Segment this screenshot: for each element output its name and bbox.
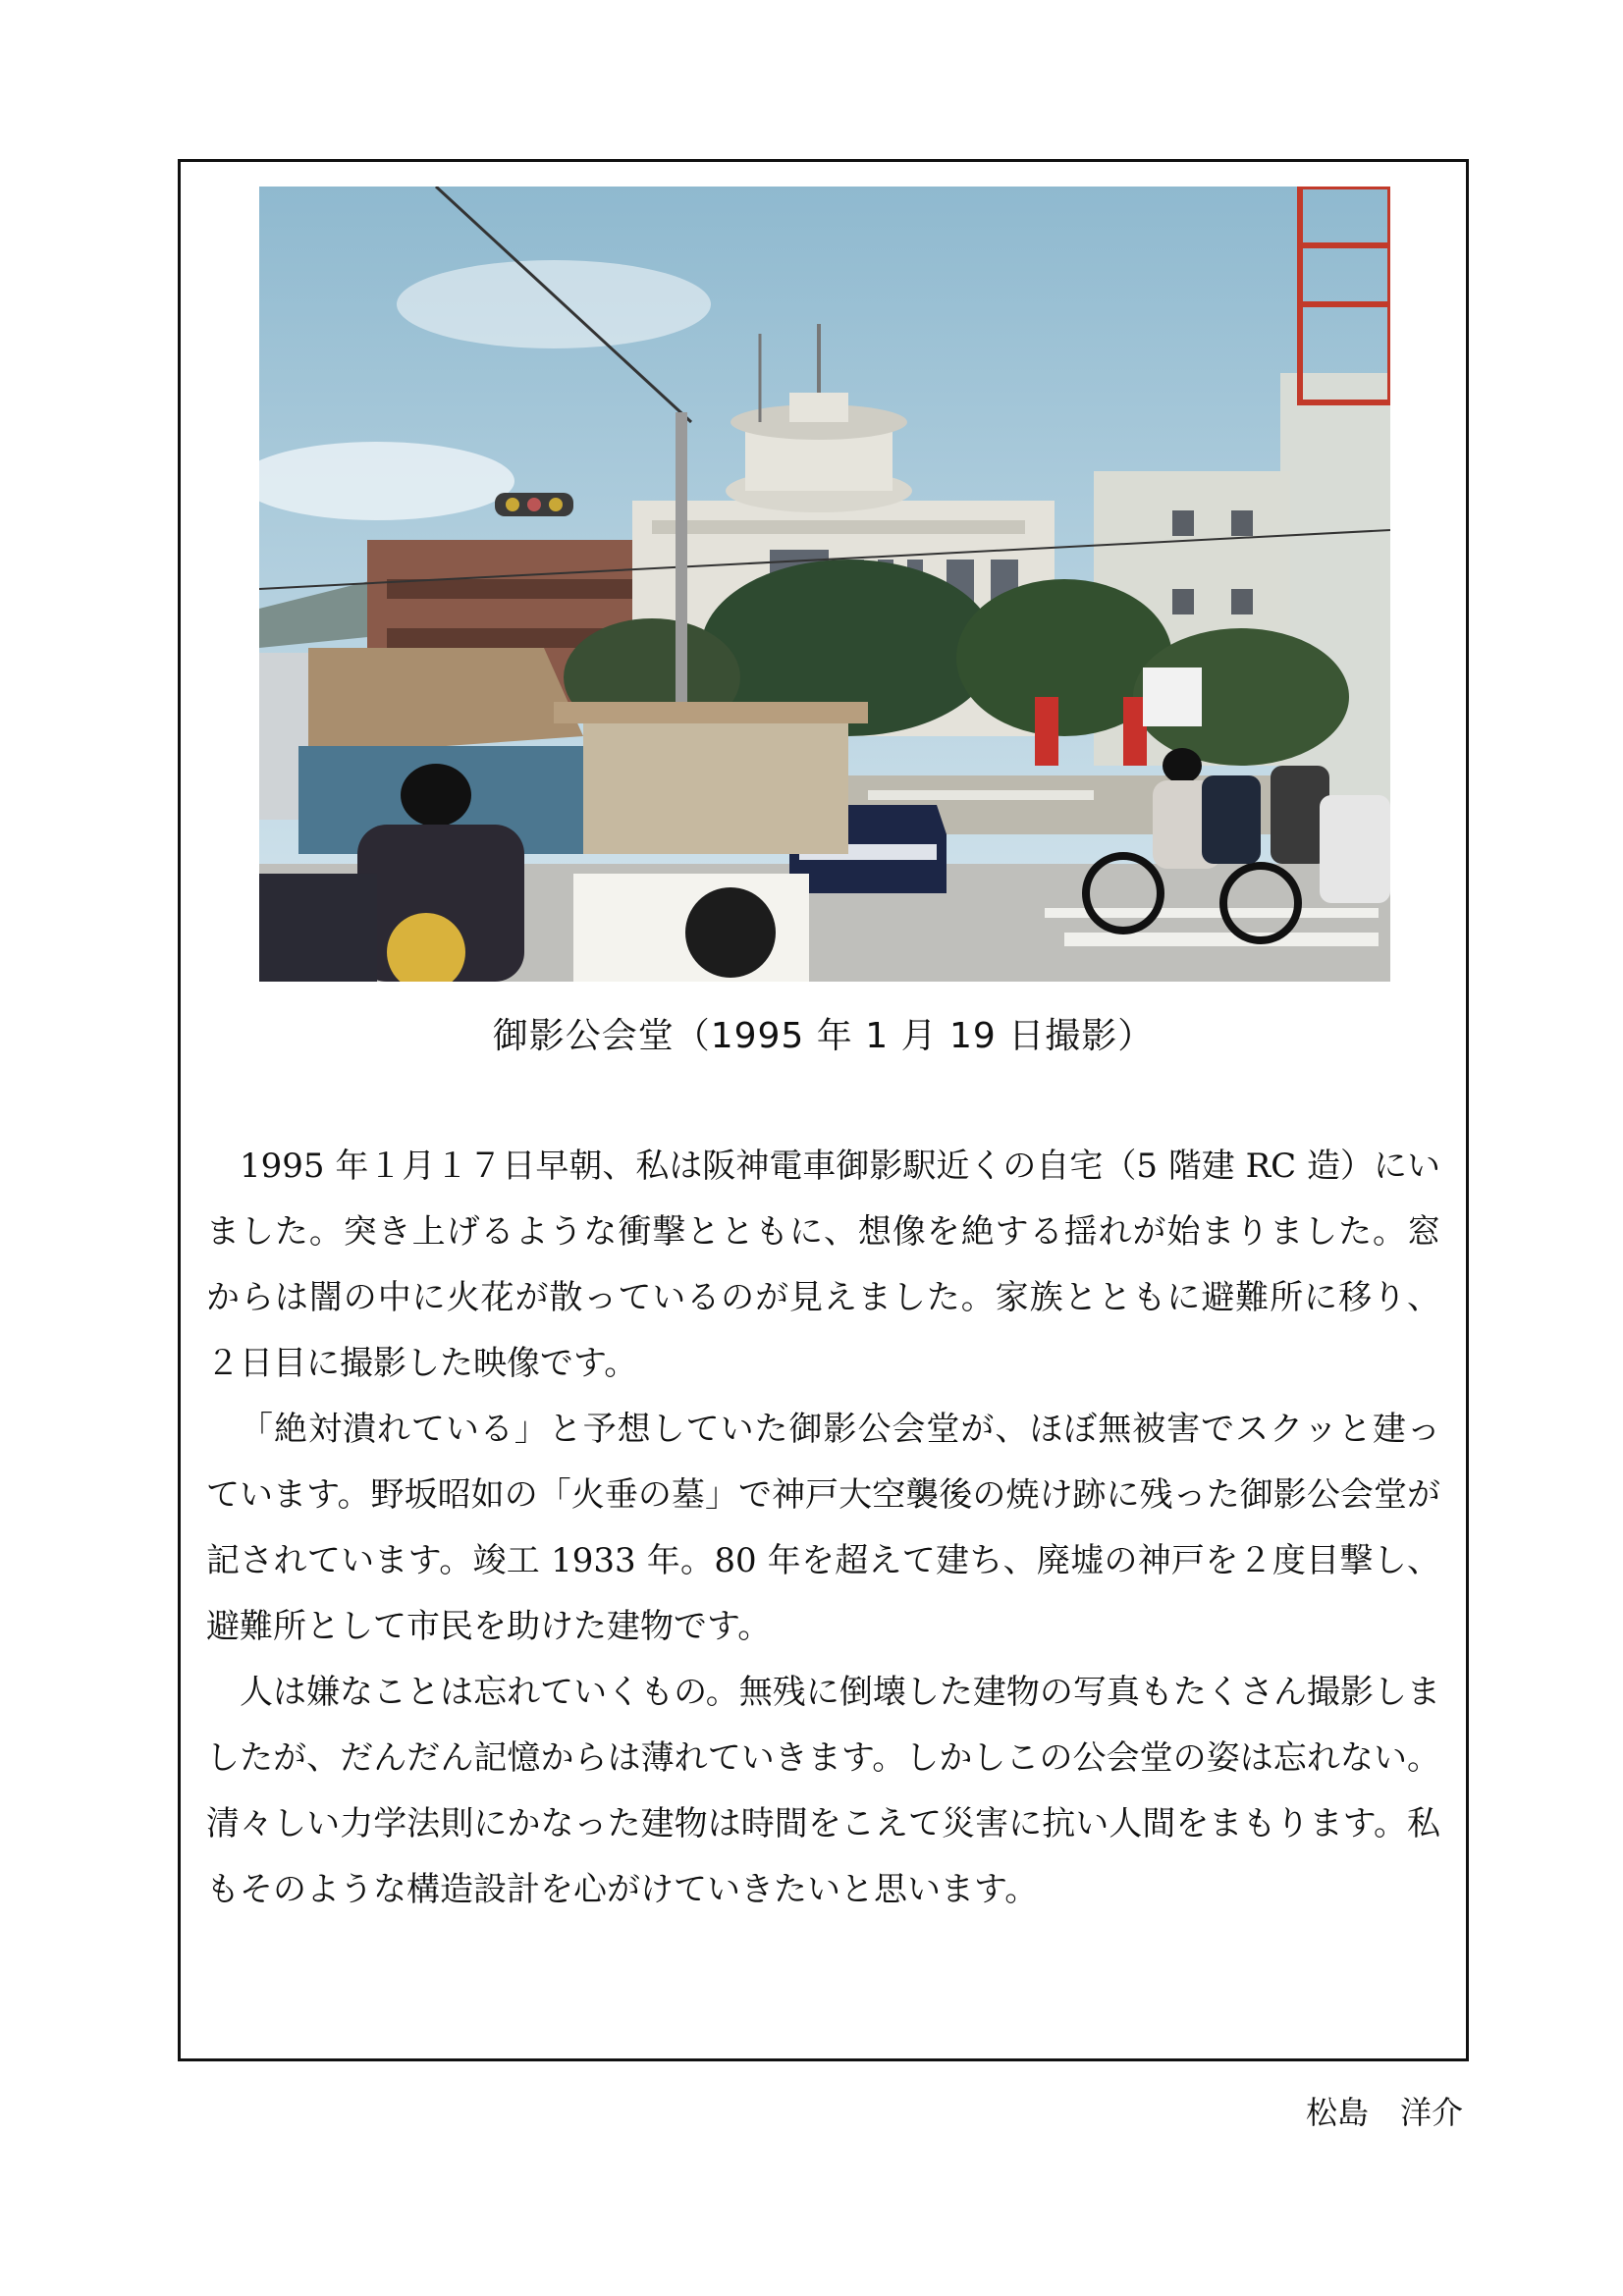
paragraph-3: 人は嫌なことは忘れていくもの。無残に倒壊した建物の写真もたくさん撮影しましたが、だんだん記憶からは薄れていきます。しかしこの公会堂の姿は忘れない。清々しい力学法則にかなった建物は時間をこえて災害に抗い人間をまもります。私もそのような構造設計を心がけていきたいと思います。 xyxy=(206,1673,1440,1909)
essay-body xyxy=(206,1134,1440,1923)
document-frame xyxy=(178,159,1469,2061)
author-name: 松島 洋介 xyxy=(1305,2094,1463,2131)
photo-mikage-public-hall xyxy=(259,187,1390,982)
paragraph-1: 1995 年１月１７日早朝、私は阪神電車御影駅近くの自宅（5 階建 RC 造）にいました。突き上げるような衝撃とともに、想像を絶する揺れが始まりました。窓からは闇の中に火花が散っているのが見えました。家族とともに避難所に移り、２日目に撮影した映像です。 xyxy=(206,1147,1441,1383)
paragraph-2: 「絶対潰れている」と予想していた御影公会堂が、ほぼ無被害でスクッと建っています。野坂昭如の「火垂の墓」で神戸大空襲後の焼け跡に残った御影公会堂が記されています。竣工 1933 年。80 年を超えて建ち、廃墟の神戸を２度目撃し、避難所として市民を助けた建物です。 xyxy=(206,1410,1440,1646)
photo-caption: 御影公会堂（1995 年 1 月 19 日撮影） xyxy=(492,1016,1155,1056)
